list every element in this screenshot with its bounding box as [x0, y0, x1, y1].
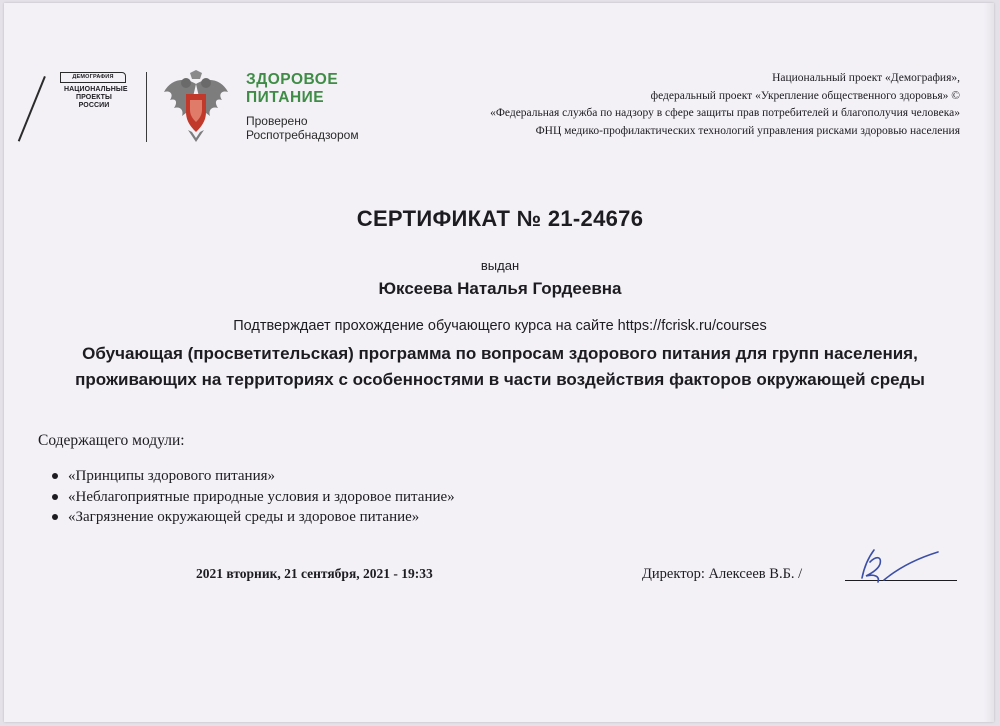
certificate-title: СЕРТИФИКАТ № 21-24676 [356, 206, 644, 231]
header-divider [146, 72, 147, 142]
organization-line: «Федеральная служба по надзору в сфере защиты прав потребителей и благополучия человека» [490, 107, 960, 119]
list-item [52, 507, 455, 528]
course-confirmation: Подтверждает прохождение обучающего курса на сайте https://fcrisk.ru/courses [233, 318, 767, 334]
recipient-name: Юксеева Наталья Гордеевна [378, 279, 622, 298]
program-title: Обучающая (просветительская) программа по вопросам здорового питания для групп населения, проживающих на территориях с особенностями в части воздействия факторов окружающей среды [75, 344, 925, 389]
issued-label: выдан [480, 258, 520, 273]
demography-logo-label: ДЕМОГРАФИЯ [60, 72, 126, 83]
issue-datetime: 2021 вторник, 21 сентября, 2021 - 19:33 [196, 566, 433, 581]
modules-list [52, 466, 455, 528]
organization-line: Национальный проект «Демография», [772, 72, 960, 84]
paper-shade [984, 3, 994, 722]
bullet-icon [52, 494, 58, 500]
module-name: «Неблагоприятные природные условия и здоровое питание» [68, 488, 455, 505]
demography-logo-text: НАЦИОНАЛЬНЫЕ ПРОЕКТЫ РОССИИ [64, 86, 128, 109]
organization-line: ФНЦ медико-профилактических технологий управления рисками здоровью населения [535, 124, 960, 137]
healthy-food-title: ЗДОРОВОЕ ПИТАНИЕ [246, 71, 339, 106]
healthy-food-subtitle: Проверено Роспотребнадзором [246, 114, 359, 142]
list-item [52, 487, 455, 508]
module-name: «Загрязнение окружающей среды и здоровое питание» [68, 509, 420, 525]
module-name: «Принципы здорового питания» [68, 468, 275, 484]
modules-label: Содержащего модули: [38, 432, 185, 449]
organization-line: федеральный проект «Укрепление общественного здоровья» © [650, 89, 960, 102]
director-label: Директор: Алексеев В.Б. / [642, 566, 803, 582]
signature-icon [840, 540, 950, 590]
organizations-block [360, 70, 960, 140]
coat-of-arms-icon [160, 70, 232, 144]
demography-logo [40, 72, 128, 142]
bullet-icon [52, 473, 58, 479]
list-item [52, 466, 455, 487]
bullet-icon [52, 514, 58, 520]
